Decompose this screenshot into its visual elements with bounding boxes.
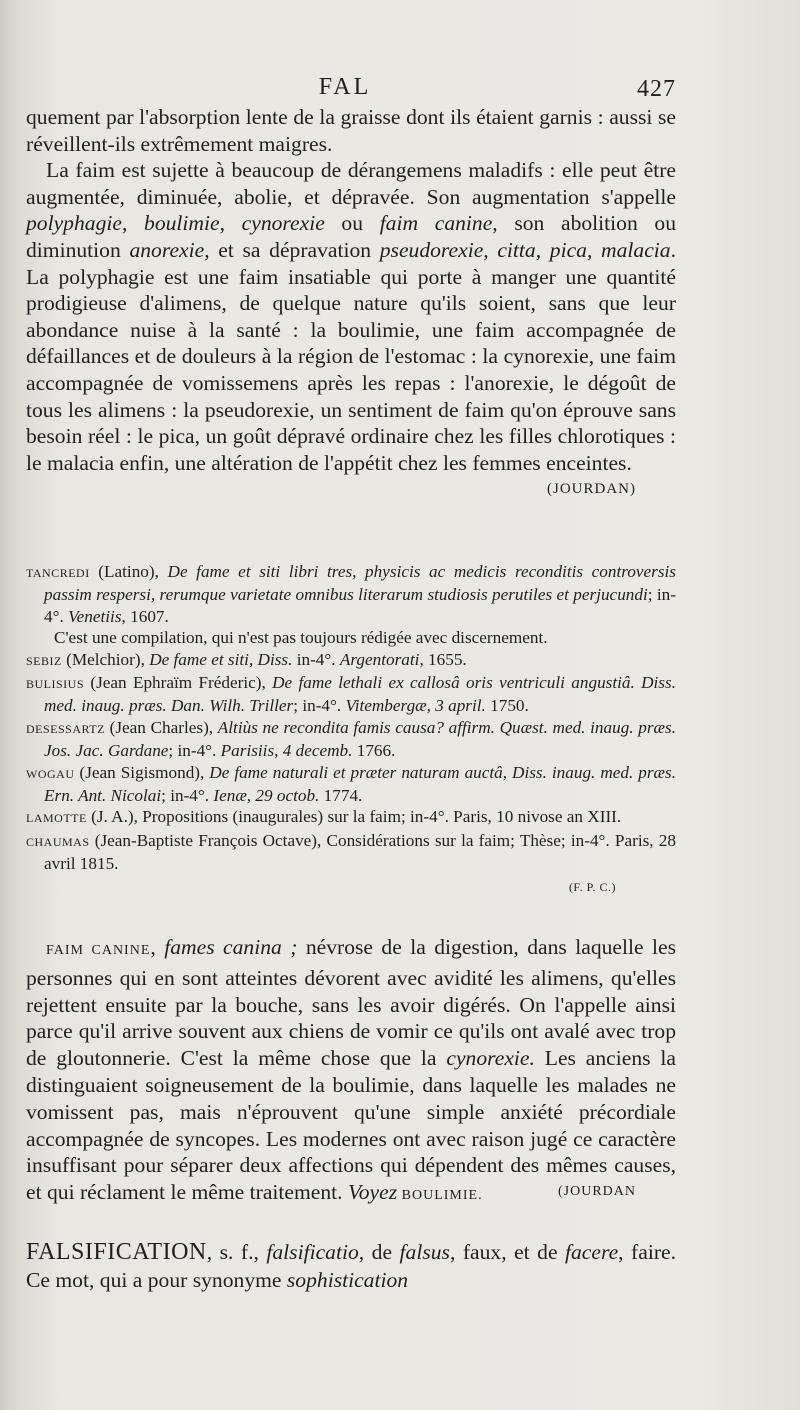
text-span: Propositions (inaugurales) sur la faim; in-4°. Paris, 10 nivose an XIII. [142, 807, 622, 827]
cross-reference-label: Voyez [347, 1180, 398, 1205]
paragraph [26, 1238, 676, 1294]
text-span: , faux, et de [449, 1240, 566, 1264]
bibliography-item [26, 762, 676, 807]
bibliography-item [26, 717, 676, 762]
bibliography-item [26, 561, 676, 627]
term: polyphagie [26, 211, 122, 236]
term: cynorexie. [446, 1046, 535, 1071]
text-span: (Jean-Baptiste François Octave), [89, 830, 327, 850]
text-span: 1774. [319, 786, 363, 806]
place: Venetiis [68, 606, 122, 626]
author-name: DESESSARTZ [26, 721, 105, 736]
bibliography-note: C'est une compilation, qui n'est pas toujours rédigée avec discernement. [54, 628, 548, 648]
text-span: (Melchior), [61, 649, 150, 669]
text-span: . La polyphagie est une faim insatiable qui porte à manger une quantité prodigieuse d'alimens, de quelque nature qu'ils soient, sans que leur abondance nuise à la santé : la boulimie, une faim accompagnée de défaillances et de douleurs à la région de l'estomac : la cynorexie, une faim accompagnée de vomissemens après les repas : l'anorexie, le dégoût de tous les alimens : la pseudorexie, un sentiment de faim qu'on éprouve sans besoin réel : le pica, un goût dépravé ordinaire chez les filles chlorotiques : le malacia enfin, une altération de l'appétit chez les femmes enceintes. [26, 237, 676, 475]
term: sophistication [286, 1268, 409, 1292]
running-header [0, 74, 800, 106]
author-name: BULISIUS [26, 677, 85, 692]
author-name: CHAUMAS [26, 834, 90, 849]
term: cynorexie [241, 211, 325, 236]
text-span: , 1655. [419, 649, 467, 669]
work-title: De fame et siti, Diss. [149, 649, 293, 669]
text-span: ; in-4°. [161, 786, 214, 806]
paragraph: quement par l'absorption lente de la graisse dont ils étaient garnis : aussi se réveillent-ils extrêmement maigres. [26, 105, 676, 156]
text-span: , s. f., [206, 1240, 267, 1264]
term: facere [565, 1240, 619, 1264]
text-span: (Jean Charles), [104, 717, 218, 737]
author-signature: (JOURDAN) [547, 481, 636, 498]
term: anorexie [129, 237, 205, 262]
text-span: La faim est sujette à beaucoup de dérangemens maladifs : elle peut être augmentée, diminuée, abolie, et dépravée. Son augmentation s'appelle [26, 158, 676, 209]
bibliography-item [26, 672, 676, 717]
bibliography [26, 561, 676, 898]
work-title: De fame naturali et præter naturam auctâ, Diss. inaug. med. præs. Ern. Ant. Nicolai [44, 762, 676, 806]
bibliography-item [26, 806, 676, 829]
text-span: ; in-4°. [168, 741, 221, 761]
text-span: Considérations sur la faim; Thèse; in-4°. Paris, 28 avril 1815. [44, 830, 676, 874]
text-span: in-4°. [292, 649, 340, 669]
paragraph [26, 157, 677, 498]
running-title: FAL [318, 74, 372, 100]
text-span: ; in-4°. [293, 696, 346, 716]
paragraph [26, 934, 676, 1210]
text-span: névrose de la digestion, dans laquelle les personnes qui en sont atteintes dévorent avec avidité les alimens, qu'elles rejettent ensuite par la bouche, sans les avoir digérés. On l'appelle ainsi parce qu'il arrive souvent aux chiens de vomir ce qu'ils ont avalé avec trop de gloutonnerie. C'est la même chose que la [26, 935, 677, 1071]
bibliography-item [26, 649, 676, 672]
entry-faim-canine [26, 934, 676, 1210]
text-span: (J. A.), [86, 807, 143, 827]
text-span: (Jean Ephraïm Fréderic), [84, 673, 273, 693]
text-span: (Jean Sigismond), [74, 762, 210, 782]
work-title: De fame et siti libri tres, physicis ac medicis reconditis controversis passim respersi, rerumque varietate omnibus literarum studiosis perutiles et perjucundi [44, 562, 676, 605]
latin-term: falsificatio [266, 1240, 359, 1264]
term: boulimie [144, 211, 220, 236]
text-span: 1766. [352, 741, 396, 761]
author-signature: (JOURDAN [558, 1184, 636, 1200]
term: pseudorexie, citta, pica, malacia [379, 237, 671, 262]
text-span: , 1607. [121, 606, 169, 626]
author-name: LAMOTTE [26, 811, 87, 826]
latin-term: fames canina ; [164, 935, 298, 959]
place: Ienæ, 29 octob. [213, 786, 320, 806]
text-span: Les anciens la distinguaient soigneusement de la boulimie, dans laquelle les malades ne vomissent pas, mais n'éprouvent qu'une simple anxiété précordiale accompagnée de syncopes. Les modernes ont avec raison jugé ce caractère insuffisant pour séparer deux affections qui dépendent des mêmes causes, et qui réclament le même traitement. [26, 1046, 676, 1205]
place: Argentorati [339, 649, 420, 669]
text-span: , faire. Ce mot, qui a pour synonyme [26, 1240, 677, 1292]
place: Parisiis, 4 decemb. [220, 741, 353, 761]
text-span: , son abolition ou diminution [26, 211, 677, 262]
entry-falsification [26, 1238, 676, 1294]
text-span: ou [324, 211, 380, 236]
headword: FAIM CANINE [46, 943, 151, 958]
text-span: , [121, 211, 145, 236]
author-signature: (F. P. C.) [568, 879, 616, 894]
text-span: , et sa dépravation [204, 237, 380, 262]
term: faim canine [379, 211, 493, 236]
text-span: 1750. [485, 696, 529, 716]
bibliography-signature [26, 875, 676, 898]
text-span: , [150, 935, 165, 959]
entry-faim-continuation [26, 104, 676, 503]
author-name: WOGAU [26, 766, 75, 781]
work-title: Altiùs ne recondita famis causa? affirm. Quæst. med. inaug. præs. Jos. Jac. Gardane [44, 717, 676, 761]
text-span: , [219, 211, 242, 236]
bibliography-item [26, 830, 676, 875]
term: falsus [399, 1240, 450, 1264]
text-span: ; in-4°. [44, 585, 676, 626]
place: Vitembergæ, 3 april. [345, 696, 486, 716]
cross-reference-target: BOULIMIE. [397, 1188, 483, 1204]
headword: FALSIFICATION [26, 1239, 207, 1265]
page-number: 427 [637, 76, 676, 102]
work-title: De fame lethali ex callosâ oris ventriculi angustiâ. Diss. med. inaug. præs. Dan. Wilh. Triller [44, 673, 676, 716]
text-span: , de [358, 1240, 400, 1264]
text-span: (Latino), [89, 562, 168, 581]
author-name: TANCREDI [26, 566, 90, 580]
author-name: SEBIZ [26, 653, 62, 668]
